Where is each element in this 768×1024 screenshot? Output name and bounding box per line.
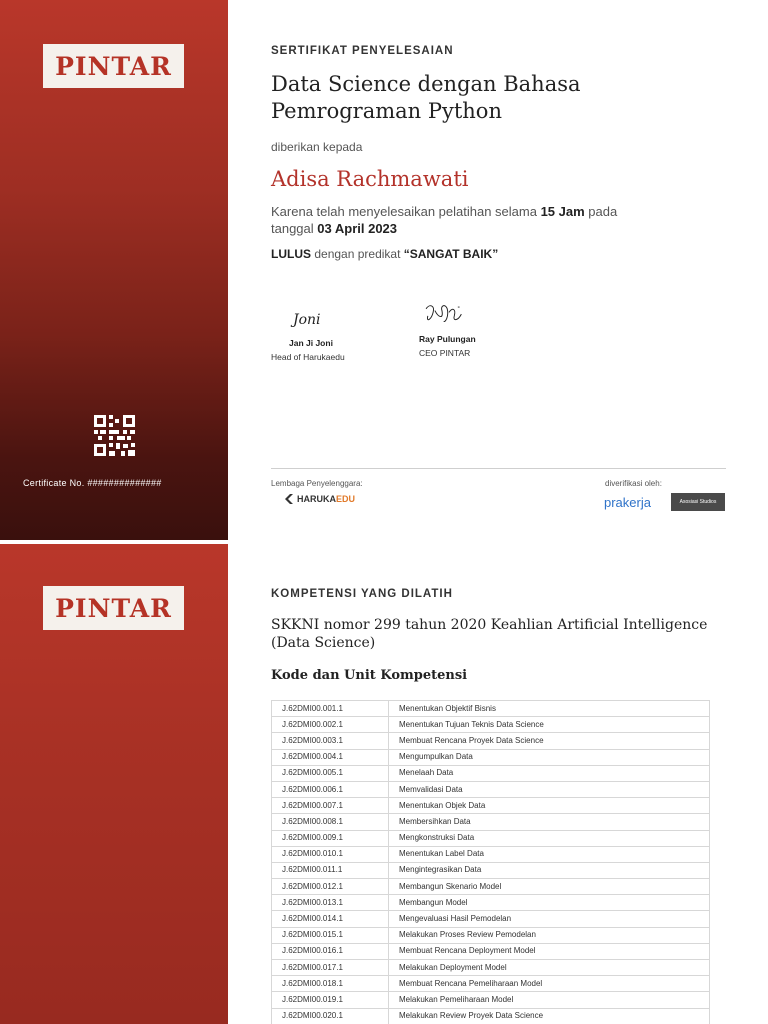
table-row (272, 879, 710, 895)
skkni-title (271, 616, 726, 652)
unit-name: Menentukan Objek Data (389, 798, 710, 814)
competency-units-table (271, 700, 710, 1024)
desc-prefix: Karena telah menyelesaikan pelatihan selama (271, 204, 537, 219)
signature-joni-image (271, 304, 331, 334)
table-row (272, 717, 710, 733)
unit-code: J.62DMI00.012.1 (272, 879, 389, 895)
table-row (272, 862, 710, 878)
unit-code: J.62DMI00.007.1 (272, 798, 389, 814)
certificate-sidebar (0, 0, 228, 540)
pintar-logo (43, 44, 184, 88)
completion-date: 03 April 2023 (317, 221, 398, 236)
unit-name: Menentukan Objektif Bisnis (389, 701, 710, 717)
table-row (272, 927, 710, 943)
unit-name: Membersihkan Data (389, 814, 710, 830)
completion-description (271, 203, 726, 237)
organizer-label: Lembaga Penyelenggara: (271, 479, 363, 488)
signatory-role: CEO PINTAR (419, 348, 471, 358)
unit-code: J.62DMI00.002.1 (272, 717, 389, 733)
unit-name: Melakukan Deployment Model (389, 960, 710, 976)
verifier-badge: Asosiasi Studios (671, 493, 725, 511)
competency-body (271, 588, 726, 683)
unit-code: J.62DMI00.016.1 (272, 943, 389, 959)
svg-text:Joni: Joni (293, 312, 321, 328)
table-row (272, 749, 710, 765)
course-title (271, 71, 726, 125)
grade-status: LULUS (271, 247, 311, 261)
table-row (272, 943, 710, 959)
course-title-line-2: Pemrograman Python (271, 99, 502, 123)
unit-code: J.62DMI00.020.1 (272, 1008, 389, 1024)
unit-name: Menelaah Data (389, 765, 710, 781)
prakerja-logo: prakerja (604, 495, 651, 510)
skkni-title-line-2: (Data Science) (271, 635, 376, 651)
competency-eyebrow: KOMPETENSI YANG DILATIH (271, 588, 453, 600)
unit-code: J.62DMI00.004.1 (272, 749, 389, 765)
table-row (272, 976, 710, 992)
unit-code: J.62DMI00.015.1 (272, 927, 389, 943)
unit-name: Melakukan Review Proyek Data Science (389, 1008, 710, 1024)
units-table-title: Kode dan Unit Kompetensi (271, 668, 468, 683)
date-prefix: tanggal (271, 221, 314, 236)
unit-code: J.62DMI00.014.1 (272, 911, 389, 927)
competency-page (0, 544, 768, 1024)
verified-by-label: diverifikasi oleh: (605, 479, 662, 488)
competency-sidebar (0, 544, 228, 1024)
logo-text: PINTAR (55, 593, 172, 623)
grade-middle: dengan predikat (314, 247, 401, 261)
skkni-title-line-1: SKKNI nomor 299 tahun 2020 Keahlian Artificial Intelligence (271, 617, 708, 633)
recipient-name: Adisa Rachmawati (271, 167, 469, 191)
unit-code: J.62DMI00.008.1 (272, 814, 389, 830)
table-row (272, 781, 710, 797)
unit-code: J.62DMI00.001.1 (272, 701, 389, 717)
unit-name: Memvalidasi Data (389, 781, 710, 797)
harukaedu-logo (284, 494, 355, 504)
unit-name: Membuat Rencana Deployment Model (389, 943, 710, 959)
unit-name: Mengevaluasi Hasil Pemodelan (389, 911, 710, 927)
unit-code: J.62DMI00.017.1 (272, 960, 389, 976)
table-row (272, 1008, 710, 1024)
signatory-role: Head of Harukaedu (271, 352, 345, 362)
unit-name: Menentukan Tujuan Teknis Data Science (389, 717, 710, 733)
unit-name: Membangun Model (389, 895, 710, 911)
table-row (272, 895, 710, 911)
unit-code: J.62DMI00.010.1 (272, 846, 389, 862)
table-row (272, 765, 710, 781)
unit-code: J.62DMI00.009.1 (272, 830, 389, 846)
certificate-eyebrow: SERTIFIKAT PENYELESAIAN (271, 45, 454, 57)
unit-name: Melakukan Pemeliharaan Model (389, 992, 710, 1008)
training-duration: 15 Jam (540, 204, 585, 219)
table-row (272, 830, 710, 846)
unit-name: Membuat Rencana Proyek Data Science (389, 733, 710, 749)
grade-value: “SANGAT BAIK” (403, 247, 499, 261)
signatory-name: Ray Pulungan (419, 334, 476, 344)
certificate-number: Certificate No. ############## (23, 478, 162, 488)
table-row (272, 846, 710, 862)
unit-code: J.62DMI00.011.1 (272, 862, 389, 878)
unit-name: Melakukan Proses Review Pemodelan (389, 927, 710, 943)
logo-text: PINTAR (55, 51, 172, 81)
unit-name: Menentukan Label Data (389, 846, 710, 862)
harukaedu-mark-icon (284, 494, 294, 504)
unit-code: J.62DMI00.018.1 (272, 976, 389, 992)
qr-code-icon (94, 415, 135, 456)
footer-divider (271, 468, 726, 469)
unit-code: J.62DMI00.019.1 (272, 992, 389, 1008)
signature-block-1 (271, 304, 345, 362)
organizer-name-main: HARUKA (297, 494, 336, 504)
desc-middle: pada (588, 204, 618, 219)
signature-block-2 (419, 300, 479, 358)
unit-code: J.62DMI00.003.1 (272, 733, 389, 749)
table-row (272, 911, 710, 927)
unit-code: J.62DMI00.006.1 (272, 781, 389, 797)
organizer-name-accent: EDU (336, 494, 356, 504)
unit-name: Mengumpulkan Data (389, 749, 710, 765)
grade-line (271, 247, 726, 261)
table-row (272, 701, 710, 717)
given-to-label: diberikan kepada (271, 140, 363, 154)
certificate-body (271, 45, 726, 261)
unit-name: Mengintegrasikan Data (389, 862, 710, 878)
unit-name: Membangun Skenario Model (389, 879, 710, 895)
table-row (272, 733, 710, 749)
unit-name: Mengkonstruksi Data (389, 830, 710, 846)
table-row (272, 992, 710, 1008)
signature-ray-image (419, 300, 479, 330)
unit-name: Membuat Rencana Pemeliharaan Model (389, 976, 710, 992)
unit-code: J.62DMI00.005.1 (272, 765, 389, 781)
table-row (272, 798, 710, 814)
table-row (272, 814, 710, 830)
course-title-line-1: Data Science dengan Bahasa (271, 72, 581, 96)
signatory-name: Jan Ji Joni (289, 338, 333, 348)
pintar-logo (43, 586, 184, 630)
table-row (272, 960, 710, 976)
unit-code: J.62DMI00.013.1 (272, 895, 389, 911)
